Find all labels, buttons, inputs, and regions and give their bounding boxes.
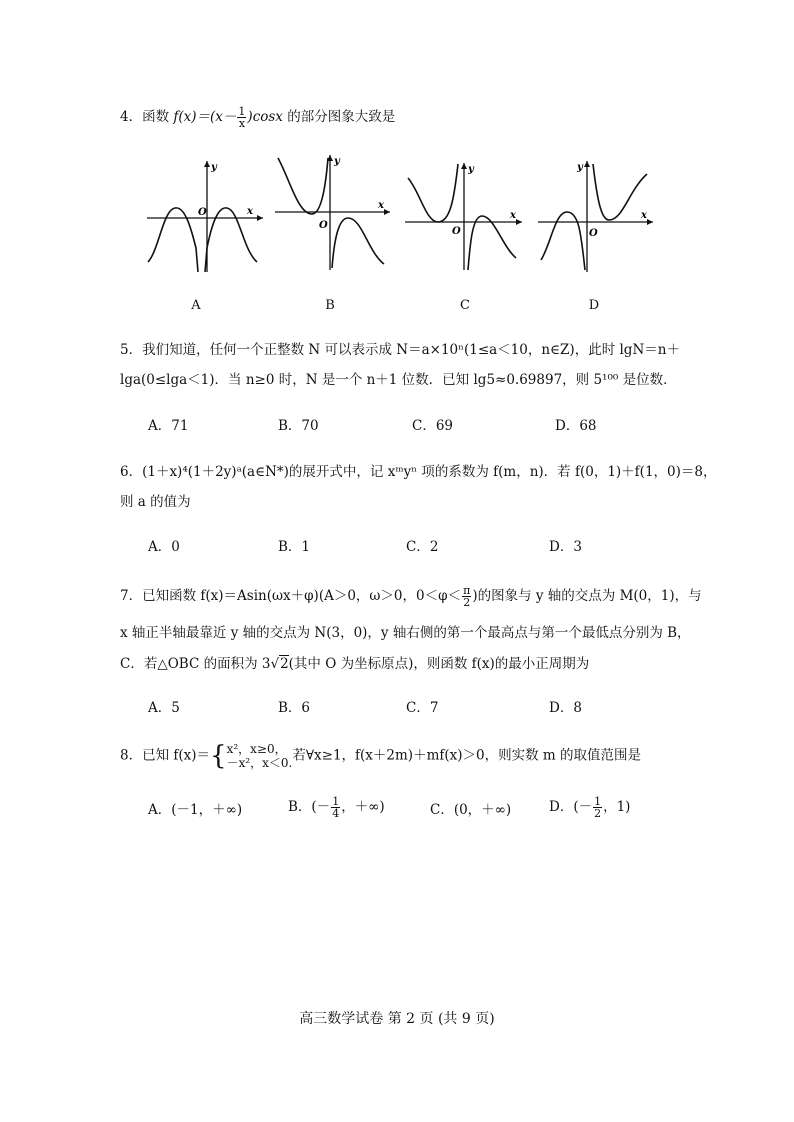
piecewise-cases: x²，x≥0， －x²，x＜0. [226, 742, 293, 770]
svg-text:y: y [577, 162, 583, 173]
svg-text:O: O [319, 220, 328, 231]
fraction-1-over-x: $\frac{1}{x}$ [238, 105, 246, 130]
piecewise-brace: { [210, 741, 227, 771]
question-6-line-1: 6．(1＋x)⁴(1＋2y)ᵃ(a∈N*)的展开式中，记 xᵐyⁿ 项的系数为 f(m，n)．若 f(0，1)＋f(1，0)＝8， [120, 464, 717, 480]
svg-text:y: y [334, 156, 340, 167]
q8-option-d: D．(－ $\frac{1}{2}$ ，1) [549, 795, 631, 820]
q5-option-c: C．69 [412, 418, 454, 434]
axis-x-label: x [247, 206, 253, 217]
question-5-line-1: 5．我们知道，任何一个正整数 N 可以表示成 N＝a×10ⁿ(1≤a＜10，n∈Z)，此时 lgN＝n＋ [120, 342, 680, 358]
graph-label-b: B [325, 298, 335, 313]
svg-text:O: O [589, 228, 598, 239]
q5-option-a: A．71 [148, 418, 189, 434]
q7-option-d: D．8 [549, 700, 582, 716]
graph-label-c: C [460, 298, 470, 313]
q6-option-c: C．2 [406, 539, 439, 555]
q6-option-a: A．0 [148, 539, 180, 555]
svg-text:x: x [378, 200, 384, 211]
q6-option-b: B．1 [278, 539, 311, 555]
q7-option-c: C．7 [406, 700, 439, 716]
graph-option-a [145, 158, 265, 274]
svg-text:x: x [641, 210, 647, 221]
question-4-stem: 4．函数 f(x)＝(x－ $\frac{1}{x}$ )cosx 的部分图象大致是 [120, 105, 396, 130]
graph-label-a: A [191, 298, 201, 313]
graph-option-b [272, 152, 394, 272]
graph-option-c [402, 160, 526, 272]
q8-option-a: A．(－1，＋∞) [148, 802, 243, 818]
question-8-stem: 8．已知 f(x)＝{ x²，x≥0， －x²，x＜0. 若∀x≥1，f(x＋2m)＋mf(x)＞0，则实数 m 的取值范围是 [120, 741, 641, 771]
question-6-line-2: 则 a 的值为 [120, 494, 191, 510]
question-7-line-2: x 轴正半轴最靠近 y 轴的交点为 N(3，0)，y 轴右侧的第一个最高点与第一个最低点分别为 B， [120, 625, 691, 641]
sqrt-2: 2 [280, 656, 289, 672]
q6-option-d: D．3 [549, 539, 582, 555]
svg-text:O: O [452, 226, 461, 237]
q5-option-b: B．70 [278, 418, 319, 434]
graph-label-d: D [588, 298, 600, 313]
q5-option-d: D．68 [555, 418, 597, 434]
question-7-line-3: C．若△OBC 的面积为 3√2(其中 O 为坐标原点)，则函数 f(x)的最小正周期为 [120, 656, 590, 672]
q7-option-a: A．5 [148, 700, 180, 716]
axis-y-label: y [211, 162, 217, 173]
graph-option-d [535, 158, 657, 274]
svg-text:x: x [510, 210, 516, 221]
svg-text:y: y [468, 164, 474, 175]
question-5-line-2: lga(0≤lga＜1)．当 n≥0 时，N 是一个 n＋1 位数．已知 lg5≈0.69897，则 5¹⁰⁰ 是位数． [120, 372, 677, 388]
origin-label: O [198, 207, 207, 218]
question-7-line-1: 7．已知函数 f(x)＝Asin(ωx＋φ)(A＞0，ω＞0，0＜φ＜ $\frac{\pi}{2}$ )的图象与 y 轴的交点为 M(0，1)，与 [120, 584, 702, 609]
fraction-pi-over-2: $\frac{\pi}{2}$ [463, 584, 471, 609]
q8-option-c: C．(0，＋∞) [430, 802, 512, 818]
q7-option-b: B．6 [278, 700, 311, 716]
page-footer: 高三数学试卷 第 2 页 (共 9 页) [299, 1011, 495, 1027]
q8-option-b: B．(－ $\frac{1}{4}$ ，＋∞) [288, 795, 385, 820]
